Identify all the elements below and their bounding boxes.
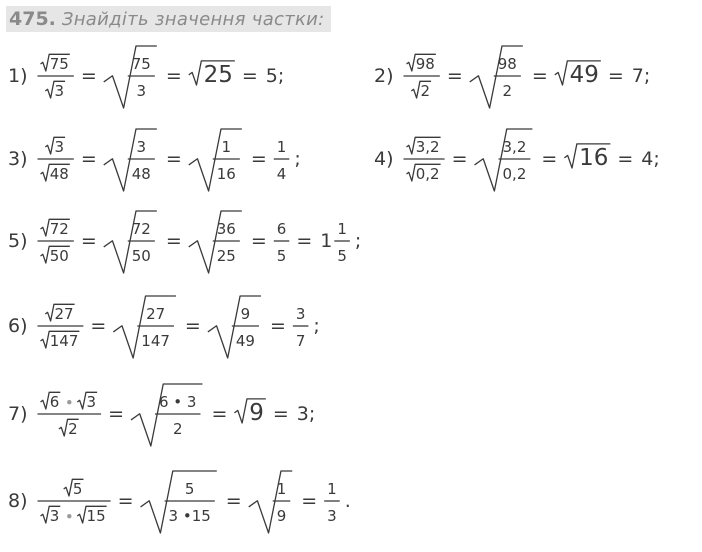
equals-sign: = [117,490,134,512]
exercise-label: 8) [8,490,28,512]
radicand-denominator: 3 •15 [168,507,211,525]
fraction [404,54,440,100]
equals-sign: = [80,148,97,170]
radicand: 27 [54,305,74,323]
radical-fraction [141,471,217,533]
result-value: 4; [641,148,660,170]
fraction [38,392,102,438]
fraction [274,220,290,265]
result-value: 5; [265,65,285,87]
fraction-part: 1 [337,220,347,238]
fraction [38,479,111,525]
fraction [404,137,445,183]
radicand: 3 [54,138,65,156]
result-value: 1 [320,230,333,252]
radical-fraction [249,471,293,533]
exercise-label: 3) [8,148,28,170]
radicand-numerator: 36 [216,220,236,238]
exercise-item-3 [6,125,336,205]
fraction-part: 1 [327,480,337,498]
radical-fraction [104,46,157,108]
exercise-label: 2) [374,65,394,87]
radicand: 147 [49,332,79,350]
multiply-dot [67,400,71,404]
equals-sign: = [296,230,313,252]
radicand: 48 [49,165,69,183]
equals-sign: = [531,65,548,87]
equals-sign: = [301,490,318,512]
radicand: 3,2 [415,138,440,156]
fraction-part: 5 [337,247,347,265]
exercise-item-4 [372,125,702,205]
equals-sign: = [90,315,107,337]
math-expression [6,207,362,287]
math-expression [6,292,336,372]
math-expression [6,125,336,205]
radicand-denominator: 50 [131,247,151,265]
math-expression [372,125,702,205]
radicand: 5 [72,480,83,498]
radicand: 72 [49,220,69,238]
equals-sign: = [446,65,463,87]
result-value: ; [313,315,320,337]
equals-sign: = [241,65,258,87]
radicand-denominator: 9 [276,507,287,525]
fraction-part: 3 [295,305,306,323]
fraction-part: 3 [327,507,337,525]
radicand-numerator: 72 [131,220,151,238]
radical-fraction [131,384,202,446]
exercise-title: Знайдіть значення частки: [61,8,325,30]
radicand-denominator: 48 [131,165,151,183]
radicand-denominator: 25 [216,247,236,265]
math-expression [372,42,702,122]
radicand-numerator: 3 [136,138,147,156]
radical-fraction [104,211,157,273]
equals-sign: = [250,148,267,170]
radicand-denominator: 2 [172,420,183,438]
result-value: 7; [631,65,651,87]
equals-sign: = [617,148,634,170]
math-expression [6,467,351,547]
fraction [324,480,340,525]
fraction-part: 5 [276,247,287,265]
result-value: ; [354,230,362,252]
radical-fraction [475,129,533,191]
radicand-denominator: 49 [235,332,255,350]
fraction [38,219,74,265]
equals-sign: = [80,230,97,252]
radical-fraction [189,129,242,191]
fraction [274,138,290,183]
exercise-item-2 [372,42,702,122]
radicand: 49 [569,62,599,88]
radicand-numerator: 3,2 [502,138,527,156]
fraction [38,304,84,350]
radical-fraction [189,211,242,273]
exercise-label: 7) [8,403,28,425]
exercise-item-7 [6,380,336,460]
radicand: 50 [49,247,69,265]
equals-sign: = [272,403,289,425]
equals-sign: = [165,148,182,170]
radicand-numerator: 6 • 3 [159,393,197,411]
radical-fraction [470,46,523,108]
exercise-item-5 [6,207,362,287]
fraction [38,54,74,100]
radicand: 98 [415,55,435,73]
fraction [334,220,350,265]
radical-fraction [208,296,261,358]
radicand-numerator: 1 [276,480,287,498]
equals-sign: = [184,315,201,337]
exercise-number: 475. [9,8,56,30]
equals-sign: = [250,230,267,252]
radicand: 15 [86,507,106,525]
radical-fraction [113,296,176,358]
equals-sign: = [211,403,228,425]
radicand-numerator: 75 [131,55,151,73]
result-value: 3; [296,403,316,425]
radicand-denominator: 3 [136,82,147,100]
radicand: 3 [49,507,60,525]
exercise-item-6 [6,292,336,372]
equals-sign: = [165,65,182,87]
radicand: 2 [420,82,431,100]
fraction-part: 1 [276,138,287,156]
equals-sign: = [269,315,286,337]
radicand: 9 [249,400,264,426]
equals-sign: = [80,65,97,87]
radicand: 25 [203,62,233,88]
radicand: 3 [54,82,65,100]
radicand: 0,2 [415,165,440,183]
exercise-label: 1) [8,65,28,87]
radicand: 2 [68,420,78,438]
radicand: 3 [86,393,97,411]
radicand-numerator: 1 [221,138,232,156]
result-value: . [344,490,351,512]
radicand: 75 [49,55,69,73]
radicand-denominator: 0,2 [502,165,527,183]
radicand-denominator: 16 [216,165,236,183]
radicand-numerator: 5 [184,480,195,498]
equals-sign: = [451,148,468,170]
exercise-item-8 [6,467,351,547]
radical-fraction [104,129,157,191]
radicand-denominator: 2 [502,82,513,100]
equals-sign: = [165,230,182,252]
exercise-label: 5) [8,230,28,252]
exercise-label: 4) [374,148,394,170]
fraction-part: 6 [276,220,287,238]
radicand-numerator: 27 [146,305,166,323]
fraction [293,305,309,350]
radicand: 6 [49,393,60,411]
result-value: ; [294,148,301,170]
fraction-part: 7 [295,332,306,350]
equals-sign: = [541,148,558,170]
math-expression [6,380,336,460]
math-expression [6,42,336,122]
fraction [38,137,74,183]
fraction-part: 4 [276,165,287,183]
radicand-numerator: 98 [497,55,517,73]
radicand: 16 [579,145,609,171]
multiply-dot [67,514,71,518]
equals-sign: = [108,403,125,425]
radicand-denominator: 147 [141,332,170,350]
exercise-item-1 [6,42,336,122]
exercise-header [6,6,331,32]
equals-sign: = [607,65,624,87]
radicand-numerator: 9 [240,305,251,323]
equals-sign: = [225,490,242,512]
exercise-label: 6) [8,315,28,337]
